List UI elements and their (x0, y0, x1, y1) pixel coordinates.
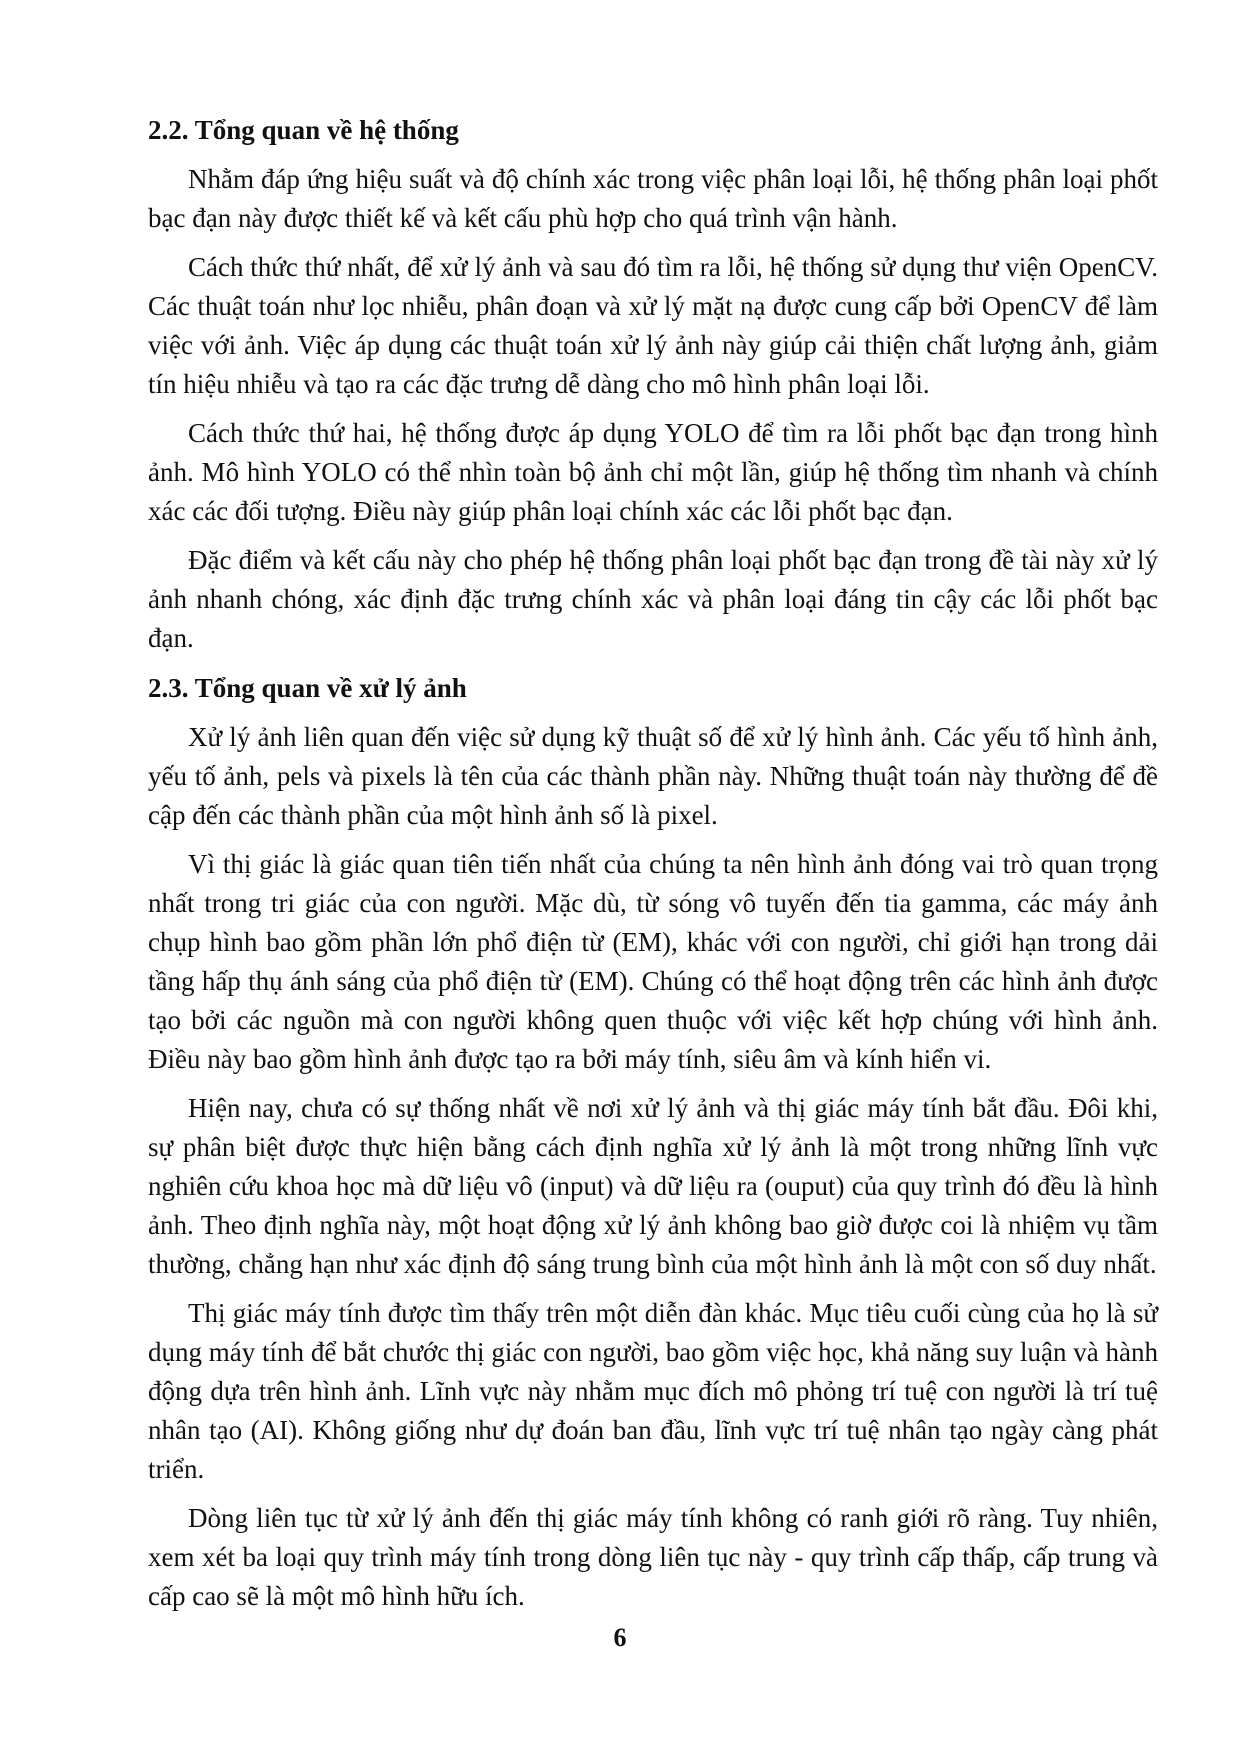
document-page (148, 110, 1158, 1626)
paragraph: Cách thức thứ hai, hệ thống được áp dụng YOLO để tìm ra lỗi phốt bạc đạn trong hình ảnh. Mô hình YOLO có thể nhìn toàn bộ ảnh chỉ một lần, giúp hệ thống tìm nhanh và chính xác các đối tượng. Điều này giúp phân loại chính xác các lỗi phốt bạc đạn. (148, 418, 1158, 526)
paragraph: Hiện nay, chưa có sự thống nhất về nơi xử lý ảnh và thị giác máy tính bắt đầu. Đôi khi, sự phân biệt được thực hiện bằng cách định nghĩa xử lý ảnh là một trong những lĩnh vực nghiên cứu khoa học mà dữ liệu vô (input) và dữ liệu ra (ouput) của quy trình đó đều là hình ảnh. Theo định nghĩa này, một hoạt động xử lý ảnh không bao giờ được coi là nhiệm vụ tầm thường, chẳng hạn như xác định độ sáng trung bình của một hình ảnh là một con số duy nhất. (148, 1093, 1158, 1279)
section-2-2 (148, 110, 1158, 658)
section-2-3 (148, 668, 1158, 1616)
section-heading: 2.2. Tổng quan về hệ thống (148, 115, 459, 145)
paragraph: Dòng liên tục từ xử lý ảnh đến thị giác máy tính không có ranh giới rõ ràng. Tuy nhiên, xem xét ba loại quy trình máy tính trong dòng liên tục này - quy trình cấp thấp, cấp trung và cấp cao sẽ là một mô hình hữu ích. (148, 1503, 1158, 1611)
paragraph: Thị giác máy tính được tìm thấy trên một diễn đàn khác. Mục tiêu cuối cùng của họ là sử dụng máy tính để bắt chước thị giác con người, bao gồm việc học, khả năng suy luận và hành động dựa trên hình ảnh. Lĩnh vực này nhằm mục đích mô phỏng trí tuệ con người là trí tuệ nhân tạo (AI). Không giống như dự đoán ban đầu, lĩnh vực trí tuệ nhân tạo ngày càng phát triển. (148, 1298, 1158, 1484)
section-heading: 2.3. Tổng quan về xử lý ảnh (148, 673, 467, 703)
paragraph: Đặc điểm và kết cấu này cho phép hệ thống phân loại phốt bạc đạn trong đề tài này xử lý ảnh nhanh chóng, xác định đặc trưng chính xác và phân loại đáng tin cậy các lỗi phốt bạc đạn. (148, 545, 1158, 653)
page-number: 6 (613, 1623, 627, 1652)
paragraph: Cách thức thứ nhất, để xử lý ảnh và sau đó tìm ra lỗi, hệ thống sử dụng thư viện OpenCV. Các thuật toán như lọc nhiễu, phân đoạn và xử lý mặt nạ được cung cấp bởi OpenCV để làm việc với ảnh. Việc áp dụng các thuật toán xử lý ảnh này giúp cải thiện chất lượng ảnh, giảm tín hiệu nhiễu và tạo ra các đặc trưng dễ dàng cho mô hình phân loại lỗi. (148, 252, 1158, 399)
paragraph: Vì thị giác là giác quan tiên tiến nhất của chúng ta nên hình ảnh đóng vai trò quan trọng nhất trong tri giác của con người. Mặc dù, từ sóng vô tuyến đến tia gamma, các máy ảnh chụp hình bao gồm phần lớn phổ điện từ (EM), khác với con người, chỉ giới hạn trong dải tầng hấp thụ ánh sáng của phổ điện từ (EM). Chúng có thể hoạt động trên các hình ảnh được tạo bởi các nguồn mà con người không quen thuộc với việc kết hợp chúng với hình ảnh. Điều này bao gồm hình ảnh được tạo ra bởi máy tính, siêu âm và kính hiển vi. (148, 849, 1158, 1074)
paragraph: Nhằm đáp ứng hiệu suất và độ chính xác trong việc phân loại lỗi, hệ thống phân loại phốt bạc đạn này được thiết kế và kết cấu phù hợp cho quá trình vận hành. (148, 164, 1158, 233)
paragraph: Xử lý ảnh liên quan đến việc sử dụng kỹ thuật số để xử lý hình ảnh. Các yếu tố hình ảnh, yếu tố ảnh, pels và pixels là tên của các thành phần này. Những thuật toán này thường để đề cập đến các thành phần của một hình ảnh số là pixel. (148, 722, 1158, 830)
